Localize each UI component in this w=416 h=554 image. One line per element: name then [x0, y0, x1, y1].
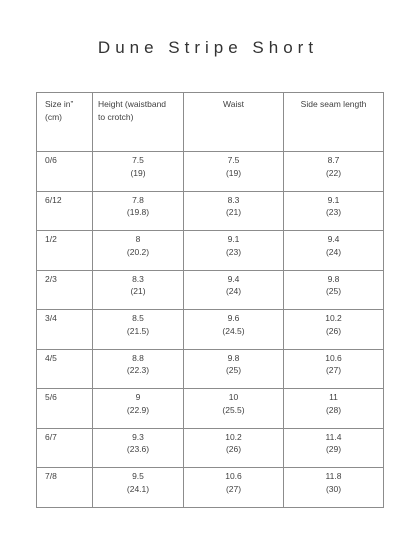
header-size: [37, 93, 93, 152]
cell-waist-inches: 8.3: [227, 194, 240, 205]
cell-side-inches: 11.4: [325, 431, 342, 442]
cell-height-cm: (21): [130, 286, 146, 297]
cell-waist: [184, 310, 284, 350]
cell-side-inches: 9.1: [327, 194, 340, 205]
cell-waist-cm: (25.5): [222, 404, 245, 415]
cell-height-cm: (23.6): [126, 444, 150, 455]
cell-waist-inches: 9.4: [227, 273, 240, 284]
cell-waist-cm: (24.5): [222, 325, 245, 336]
cell-height-inches: 7.8: [132, 194, 144, 205]
cell-height: [93, 468, 184, 508]
cell-size: 0/6: [37, 152, 93, 192]
cell-height: [93, 428, 184, 468]
cell-side-cm: (30): [325, 483, 342, 494]
cell-side-cm: (29): [325, 444, 342, 455]
cell-waist-cm: (27): [225, 483, 242, 494]
cell-waist-cm: (26): [225, 444, 242, 455]
size-table: [36, 92, 384, 508]
cell-height-inches: 7.5: [132, 155, 144, 165]
cell-waist-inches: 7.5: [227, 155, 240, 165]
cell-waist-inches: 10.2: [225, 431, 242, 442]
cell-size: 3/4: [37, 310, 93, 350]
table-row: [37, 349, 384, 389]
cell-side: [284, 191, 384, 231]
cell-size: 5/6: [37, 389, 93, 429]
header-side-seam: Side seam length: [284, 93, 384, 152]
cell-waist-inches: 9.6: [227, 313, 240, 323]
cell-height-cm: (24.1): [126, 483, 150, 494]
cell-side: [284, 310, 384, 350]
header-height: [93, 93, 184, 152]
cell-size: 4/5: [37, 349, 93, 389]
header-waist: Waist: [184, 93, 284, 152]
table-row: [37, 152, 384, 192]
cell-waist: [184, 152, 284, 192]
cell-side-cm: (24): [325, 246, 342, 257]
cell-height: [93, 310, 184, 350]
cell-side-inches: 11: [329, 392, 338, 402]
cell-side-inches: 9.8: [327, 273, 340, 284]
cell-waist: [184, 349, 284, 389]
cell-side: [284, 152, 384, 192]
cell-side: [284, 468, 384, 508]
cell-height: [93, 231, 184, 271]
cell-waist-cm: (24): [225, 286, 242, 297]
cell-side-cm: (25): [325, 286, 342, 297]
cell-size: 2/3: [37, 270, 93, 310]
table-row: [37, 389, 384, 429]
cell-height: [93, 270, 184, 310]
cell-height: [93, 349, 184, 389]
cell-waist-inches: 10: [228, 392, 239, 402]
cell-height-inches: 8.5: [132, 313, 144, 323]
cell-side-inches: 10.2: [325, 313, 342, 323]
cell-height-inches: 9.3: [132, 431, 144, 442]
cell-height-inches: 9.5: [132, 471, 144, 481]
cell-waist-cm: (23): [225, 246, 242, 257]
cell-waist: [184, 231, 284, 271]
cell-side-cm: (28): [325, 404, 342, 415]
cell-height: [93, 191, 184, 231]
cell-side: [284, 231, 384, 271]
cell-waist-cm: (21): [225, 207, 242, 218]
cell-height-cm: (22.9): [126, 404, 150, 415]
table-row: [37, 191, 384, 231]
cell-height-inches: 8.8: [132, 352, 144, 363]
table-row: [37, 231, 384, 271]
cell-side: [284, 389, 384, 429]
cell-waist-inches: 9.8: [227, 352, 240, 363]
cell-height-cm: (19): [130, 167, 146, 178]
table-row: [37, 468, 384, 508]
cell-side-cm: (27): [325, 365, 342, 376]
header-size-line-2: (cm): [45, 111, 62, 122]
cell-size: 6/7: [37, 428, 93, 468]
page-title: Dune Stripe Short: [97, 38, 319, 57]
cell-side-cm: (23): [325, 207, 342, 218]
cell-waist: [184, 389, 284, 429]
cell-waist: [184, 191, 284, 231]
table-row: [37, 428, 384, 468]
cell-height-cm: (20.2): [126, 246, 150, 257]
table-row: [37, 270, 384, 310]
cell-side-inches: 10.6: [325, 352, 342, 363]
cell-height-cm: (19.8): [126, 207, 150, 218]
table-row: [37, 310, 384, 350]
cell-side-inches: 8.7: [327, 155, 340, 165]
cell-side-cm: (26): [325, 325, 342, 336]
cell-height-inches: 9: [135, 392, 141, 402]
cell-side-inches: 11.8: [325, 471, 342, 481]
header-height-line-1: Height (waistband: [98, 99, 167, 109]
cell-side-inches: 9.4: [327, 234, 340, 244]
cell-side: [284, 270, 384, 310]
cell-waist: [184, 468, 284, 508]
cell-size: 6/12: [37, 191, 93, 231]
header-height-line-2: to crotch): [98, 111, 134, 122]
cell-waist-inches: 9.1: [227, 234, 240, 244]
cell-size: 7/8: [37, 468, 93, 508]
cell-height-inches: 8.3: [132, 273, 144, 284]
cell-height-cm: (22.3): [126, 365, 150, 376]
cell-waist-cm: (25): [225, 365, 242, 376]
cell-height-inches: 8: [135, 234, 141, 244]
cell-waist: [184, 270, 284, 310]
table-header-row: [37, 93, 384, 152]
cell-waist-cm: (19): [225, 167, 242, 178]
cell-side-cm: (22): [325, 167, 342, 178]
cell-height: [93, 152, 184, 192]
cell-size: 1/2: [37, 231, 93, 271]
cell-height-cm: (21.5): [126, 325, 150, 336]
cell-side: [284, 428, 384, 468]
header-size-line-1: Size in”: [45, 99, 74, 109]
cell-height: [93, 389, 184, 429]
cell-waist-inches: 10.6: [225, 471, 242, 481]
cell-waist: [184, 428, 284, 468]
cell-side: [284, 349, 384, 389]
